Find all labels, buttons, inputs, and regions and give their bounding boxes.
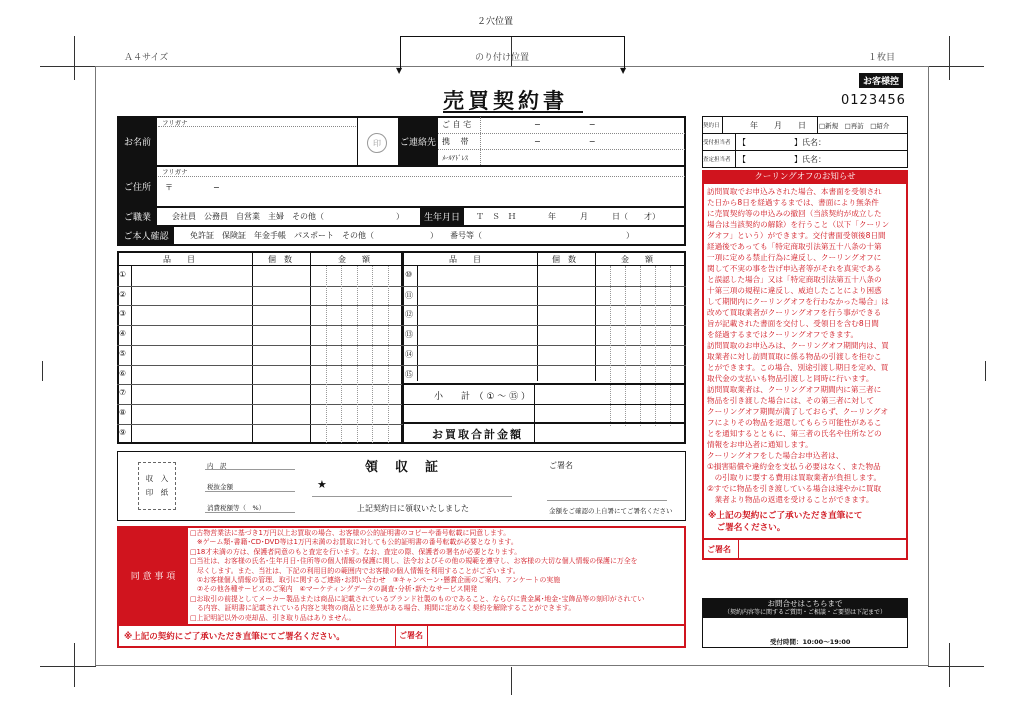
table-row[interactable] <box>117 345 403 365</box>
row-number: ⑨ <box>119 427 127 437</box>
row-number: ⑭ <box>405 349 413 359</box>
tax-rate-label: 消費税額等（ %） <box>207 504 266 512</box>
punch-label: ２穴位置 <box>477 17 514 27</box>
cooling-off-line: ①損害賠償や違約金を支払う必要はなく、また物品 <box>707 462 881 471</box>
consent-line: □18才未満の方は、保護者同意のもと査定を行います。なお、査定の際、保護者の署名が必要となります。 <box>190 547 522 556</box>
row-number: ② <box>119 289 127 299</box>
consent-line: □当社は、お客様の氏名･生年月日･住所等の個人情報の保護に関し、法令およびその他の規範を遵守し、お客様の大切な個人情報の保護に万全を <box>190 557 638 566</box>
receipt-title: 領 収 証 <box>365 460 441 475</box>
total-label: お買取合計金額 <box>432 428 523 441</box>
sheet-label: １枚目 <box>868 53 896 63</box>
tax-excl-label: 税抜金額 <box>207 483 233 491</box>
cooling-off-line: の引取りに要する費用は買取業者が負担します。 <box>707 473 882 482</box>
table-row[interactable] <box>402 305 686 325</box>
detail-label: 内 訳 <box>207 462 227 470</box>
table-row[interactable] <box>117 424 403 444</box>
row-number: ⑦ <box>119 388 127 398</box>
cooling-off-line: を経過するまではクーリングオフできます。 <box>707 330 859 339</box>
glue-label: のり付け位置 <box>475 53 530 63</box>
cooling-off-line: 一項に定める禁止行為に違反し、クーリングオフに <box>707 253 882 262</box>
job-options[interactable]: 会社員 公務員 自営業 主婦 その他（ ） <box>172 212 404 221</box>
consent-line: ①お客様個人情報の管理、取引に関するご連絡･お問い合わせ ③キャンペーン･懸賞企画のご案内、アンケートの実施 <box>190 576 561 584</box>
cooling-off-line: た日から8日を経過するまでは、書面により無条件 <box>707 198 879 207</box>
cooling-off-line: とができます。この場合、別途引渡し期日を定め、買 <box>707 363 889 372</box>
cooling-off-line: クーリングオフをした場合お申込者は、 <box>707 451 844 460</box>
table-row[interactable] <box>402 345 686 365</box>
cooling-off-line: フによりその物品を返還してもらう可能性があるこ <box>707 418 882 427</box>
job-label: ご職業 <box>118 207 157 225</box>
cooling-sign-label: ご署名 <box>707 545 731 554</box>
birth-label: 生年月日 <box>420 207 464 225</box>
birth-field[interactable]: Ｔ Ｓ Ｈ 年 月 日（ 才） <box>476 212 660 221</box>
consent-line: □お取引の前提としてメーカー製品または商品に記載されているブランド社製のものであること、ならびに貴金属･地金･宝飾品等の刻印がされてい <box>190 594 645 603</box>
star-mark: ★ <box>317 478 327 491</box>
glue-bracket <box>400 36 625 37</box>
cooling-off-line: 物品を引き渡した場合には、その第三者に対して <box>707 396 875 405</box>
row-number: ③ <box>119 309 127 319</box>
email-label: ﾒｰﾙｱﾄﾞﾚｽ <box>442 154 468 162</box>
cooling-off-line: クーリングオフ期間が満了しておらず、クーリングオ <box>707 407 889 416</box>
row-number: ④ <box>119 329 127 339</box>
cooling-off-line: 訪問買取のお申込みは、クーリングオフ期間内は、買 <box>707 341 889 350</box>
contact-label: ご連絡先 <box>398 117 438 165</box>
doc-number: 0123456 <box>841 93 906 108</box>
cooling-off-note: ※上記の契約にご了承いただき直筆にて ご署名ください。 <box>708 511 863 533</box>
cooling-off-line: 経過後であっても「特定商取引法第五十八条の十第 <box>707 242 882 251</box>
row-number: ⑬ <box>405 330 413 340</box>
furigana-label: フリガナ <box>162 119 188 127</box>
subtotal-label: 小 計 （ ① 〜 ⑮ ） <box>434 392 531 402</box>
cooling-off-line: グオフ」という）ができます。交付書面受領後8日間 <box>707 231 886 240</box>
copy-badge: お客様控 <box>859 73 903 88</box>
cooling-off-line: 情報をお申込者に通知します。 <box>707 440 813 449</box>
receipt-note: 上記契約日に領収いたしました <box>357 504 469 513</box>
postal-field[interactable]: 〒 − <box>165 183 220 192</box>
cooling-off-line: 改めて買取業者がクーリングオフを行う事ができる <box>707 308 882 317</box>
row-number: ⑪ <box>405 290 413 300</box>
arrow-down-icon: ▼ <box>620 66 627 75</box>
consent-footer-note: ※上記の契約にご了承いただき直筆にてご署名ください。 <box>124 632 345 642</box>
row-number: ⑧ <box>119 407 127 417</box>
inquiry-title: お問合せはこちらまで <box>767 599 843 608</box>
row-number: ⑥ <box>119 368 127 378</box>
consent-line: る内容、証明書に記載されている内容と実物の商品とに差異がある場合、期間に定めなく契約を解除することができます。 <box>190 604 576 613</box>
table-row[interactable] <box>402 365 686 385</box>
table-row[interactable] <box>117 404 403 424</box>
consent-label: 同 意 事 項 <box>118 527 188 624</box>
hours: 受付時間：10:00〜19:00 <box>770 638 851 646</box>
appraisal-field[interactable]: 【 】氏名： <box>738 155 826 164</box>
consent-line: □古物営業法に基づき1万円以上お買取の場合、お客様の公的証明書のコピーや番号転載に同意します。 <box>190 529 511 537</box>
cooling-sign-field[interactable] <box>742 541 902 557</box>
table-row[interactable] <box>117 286 403 306</box>
cooling-off-line: 訪問買取でお申込みされた場合、本書面を受領され <box>707 187 882 196</box>
home-phone-label: ご 自 宅 <box>442 120 472 129</box>
cooling-off-line: 取業者に対し訪問買取に係る物品の引渡しを拒むこ <box>707 352 882 361</box>
cooling-off-title: クーリングオフのお知らせ <box>703 171 907 184</box>
row-number: ⑮ <box>405 369 413 379</box>
reception-field[interactable]: 【 】氏名： <box>738 138 826 147</box>
table-row[interactable] <box>117 325 403 345</box>
cooling-off-line: に売買契約等の申込みの撤回（当該契約が成立した <box>707 209 882 218</box>
row-number: ⑫ <box>405 310 413 320</box>
cooling-off-line: とを通知するとともに、第三者の氏名や住所などの <box>707 429 882 438</box>
inquiry-header <box>703 599 907 618</box>
cooling-off-line: 取代金の支払いも物品引渡しと同時に行います。 <box>707 374 874 383</box>
home-phone-field[interactable]: − − <box>534 120 596 129</box>
table-row[interactable] <box>117 266 403 286</box>
col-amount: 金 額 <box>338 255 370 264</box>
cooling-off-line: 関して不実の事を告げ申込者等がそれを真実である <box>707 264 882 273</box>
table-row[interactable] <box>402 266 686 286</box>
page-title: 売買契約書 <box>443 89 568 113</box>
table-row[interactable] <box>402 286 686 306</box>
id-label: ご本人確認 <box>118 226 174 245</box>
col-qty: 個 数 <box>552 255 576 264</box>
consent-sign-label: ご署名 <box>399 631 423 640</box>
cooling-off-line: 十第三項の規程に違反し、威迫したことにより困惑 <box>707 286 882 295</box>
cooling-off-line: して期間内にクーリングオフを行わなかった場合」は <box>707 297 889 306</box>
table-row[interactable] <box>402 325 686 345</box>
row-number: ⑤ <box>119 348 127 358</box>
table-row[interactable] <box>117 305 403 325</box>
col-amount: 金 額 <box>621 255 653 264</box>
receipt-sign-label: ご署名 <box>549 461 573 470</box>
consent-line: □上記明記以外の売却品、引き取り品はありません。 <box>190 613 356 622</box>
arrow-down-icon: ▼ <box>396 66 403 75</box>
cooling-off-line: 業者より物品の返還を受けることができます。 <box>707 495 874 504</box>
appraisal-label: 査定担当者 <box>703 157 731 163</box>
contract-date-label: 契約日 <box>703 123 720 129</box>
furigana-label: フリガナ <box>162 168 188 176</box>
col-item: 品 目 <box>449 255 481 264</box>
address-label: ご住所 <box>118 166 157 206</box>
cooling-off-line: 旨が記載された書面を交付し、受領日を含む8日間 <box>707 319 879 328</box>
mobile-field[interactable]: − − <box>534 137 596 146</box>
mobile-label: 携 帯 <box>442 137 469 146</box>
contract-date-field[interactable]: 年 月 日 <box>750 121 806 130</box>
row-number: ⑩ <box>405 270 413 279</box>
size-label: Ａ４サイズ <box>124 53 169 63</box>
table-row[interactable] <box>117 384 403 404</box>
cooling-off-line: 場合は当該契約の解除）を行うこと（以下「クーリン <box>707 220 890 229</box>
cooling-off-line: と誤認した場合」又は「特定商取引法第五十八条の <box>707 275 882 284</box>
cooling-off-line: 訪問買取業者は、クーリングオフ期間内に第三者に <box>707 385 882 394</box>
table-row[interactable] <box>117 365 403 385</box>
row-number: ① <box>119 270 127 279</box>
consent-line: 尽くします。また、当社は、下記の利用目的の範囲内でお客様の個人情報を利用することがございます。 <box>190 566 520 575</box>
id-options[interactable]: 免許証 保険証 年金手帳 パスポート その他（ ） 番号等（ ） <box>190 231 634 240</box>
inquiry-sub: （契約内容等に関するご質問・ご相談・ご要望は下記まで） <box>723 609 886 616</box>
receipt-sign-note: 金額をご確認の上自署にてご署名ください <box>549 507 673 515</box>
cooling-off-line: ②すでに物品を引き渡している場合は速やかに買取 <box>707 484 882 493</box>
consent-line: ※ゲーム類･書籍･CD･DVD等は1万円未満のお買取に対しても公的証明書の番号転載が必要となります。 <box>190 538 518 547</box>
consent-sign-field[interactable] <box>430 627 680 645</box>
name-label: お名前 <box>118 117 157 165</box>
visit-options[interactable]: □新規 □再訪 □紹介 <box>819 122 890 130</box>
seal-circle: 印 <box>367 133 387 153</box>
consent-line: ②その他各種サービスのご案内 ④マーケティングデータの調査･分析･新たなサービス開発 <box>190 585 478 594</box>
reception-label: 受付担当者 <box>703 140 731 146</box>
col-qty: 個 数 <box>268 255 292 264</box>
revenue-stamp-box: 収 入 印 紙 <box>138 462 176 510</box>
col-item: 品 目 <box>163 255 195 264</box>
